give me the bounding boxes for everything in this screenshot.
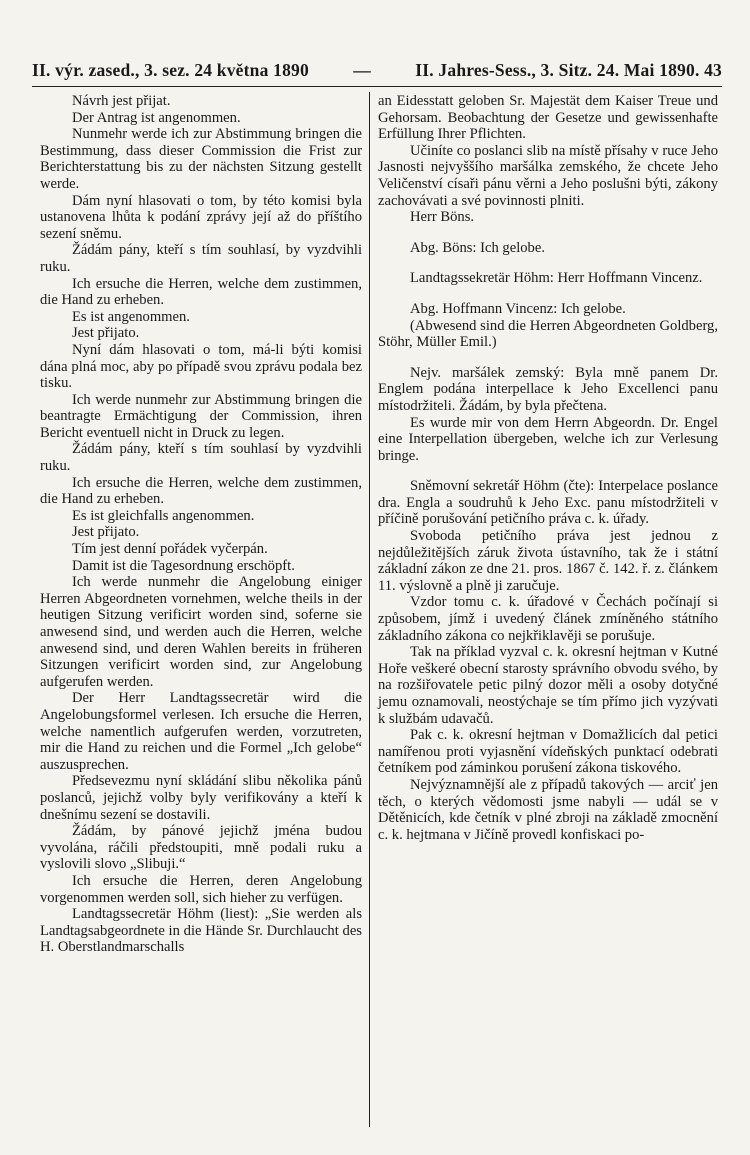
paragraph: an Eidesstatt geloben Sr. Majestät dem Kaiser Treue und Gehorsam. Beobachtung der Gesetze und gewissenhafte Erfüllung Ihrer Pflichten. [378, 93, 718, 143]
column-divider [369, 92, 370, 1127]
paragraph: Der Antrag ist angenommen. [72, 109, 241, 126]
paragraph: Návrh jest přijat. [72, 93, 171, 109]
paragraph: Ich ersuche die Herren, deren Angelobung vorgenommen werden soll, sich hieher zu verfügen. [40, 872, 362, 906]
paragraph: Landtagssecretär Höhm (liest): „Sie werden als Landtagsabgeordnete in die Hände Sr. Durchlaucht des H. Oberstlandmarschalls [40, 906, 362, 956]
paragraph: Vzdor tomu c. k. úřadové v Čechách počínají si způsobem, jímž i uvedený článek zmíněného státního základního zákona co nejkřiklavěji se porušuje. [378, 594, 718, 644]
paragraph: Jest přijato. [72, 524, 140, 541]
paragraph: Jest přijato. [72, 325, 140, 342]
paragraph: Svoboda petičního práva jest jednou z nejdůležitějších záruk života ústavního, tak že i státní základní zákon ze dne 21. pros. 1867 č. 142. ř. z. článkem 11. výslovně a plně ji zaručuje. [378, 528, 718, 594]
left-column [40, 93, 362, 956]
paragraph: Učiníte co poslanci slib na místě přísahy v ruce Jeho Jasnosti nejvyššího maršálka zemského, že chcete Jeho Veličenství císaři pánu věrni a Jeho poslušni býti, zákony zachovávati a své povinnosti plniti. [378, 142, 718, 209]
paragraph: Landtagssekretär Höhm: Herr Hoffmann Vincenz. [410, 270, 703, 287]
paragraph: Dám nyní hlasovati o tom, by této komisi byla ustanovena lhůta k podání zprávy její až do příštího sezení sněmu. [40, 192, 362, 242]
paragraph: Ich werde nunmehr zur Abstimmung bringen die beantragte Ermächtigung der Commission, ihren Bericht eventuell nicht in Druck zu legen. [40, 391, 362, 441]
right-column [378, 93, 718, 843]
paragraph: Es ist gleichfalls angenommen. [72, 507, 255, 524]
paragraph: Ich werde nunmehr die Angelobung einiger Herren Abgeordneten vornehmen, welche theils in der heutigen Sitzung verificirt worden sind, soferne sie anwesend sind, und werden auch die Herren, welche anwesend sind, und deren Wahlen bereits in früheren Sitzungen verificirt worden sind, zur Angelobung aufgerufen werden. [40, 574, 362, 690]
paragraph: Der Herr Landtagssecretär wird die Angelobungsformel verlesen. Ich ersuche die Herren, welche namentlich aufgerufen werden, vorzutreten, mir die Hand zu reichen und die Formel „Ich gelobe“ auszusprechen. [40, 690, 362, 773]
header-right: II. Jahres-Sess., 3. Sitz. 24. Mai 1890. 43 [415, 60, 722, 80]
paragraph: Es wurde mir von dem Herrn Abgeordn. Dr. Engel eine Interpellation übergeben, welche ich zur Verlesung bringe. [378, 414, 718, 464]
paragraph: Předsevezmu nyní skládání slibu několika pánů poslanců, jejichž volby byly verifikovány a kteří k dnešnímu sezení se dostavili. [40, 773, 362, 823]
paragraph: Žádám pány, kteří s tím souhlasí, by vyzdvihli ruku. [40, 242, 362, 275]
paragraph: Sněmovní sekretář Höhm (čte): Interpelace poslance dra. Engla a soudruhů k Jeho Exc. panu místodržiteli v příčině porušování petičního práva c. k. úřady. [378, 478, 718, 528]
paragraph: Herr Böns. [410, 209, 475, 226]
paragraph: Tím jest denní pořádek vyčerpán. [72, 541, 268, 558]
paragraph: Abg. Böns: Ich gelobe. [410, 239, 545, 256]
paragraph: Es ist angenommen. [72, 308, 190, 325]
paragraph: Ich ersuche die Herren, welche dem zustimmen, die Hand zu erheben. [40, 275, 362, 309]
running-header [32, 60, 722, 81]
paragraph: Damit ist die Tagesordnung erschöpft. [72, 557, 295, 574]
paragraph: Pak c. k. okresní hejtman v Domažlicích dal petici namířenou proti vyjasnění vídeňských punktací odebrati četníkem pod záminkou porušení zákona tiskového. [378, 727, 718, 777]
header-separator: — [353, 60, 371, 80]
paragraph: Nejvýznamnější ale z případů takových — arciť jen těch, o kterých vědomosti jsme nabyli — udál se v Dětěnicích, kde četník v plné zbroji na základě zmocnění c. k. hejtmana v Jičíně provedl konfiskaci po- [378, 776, 718, 843]
paragraph: (Abwesend sind die Herren Abgeordneten Goldberg, Stöhr, Müller Emil.) [378, 317, 718, 351]
paragraph: Ich ersuche die Herren, welche dem zustimmen, die Hand zu erheben. [40, 474, 362, 508]
paragraph: Tak na příklad vyzval c. k. okresní hejtman v Kutné Hoře veškeré obecní starosty správního obvodu svého, by na rozšiřovatele petic pilný dozor měli a osoby dotyčné jemu oznamovali, neostýchaje se tím přímo jich vyzývati k službám udavačů. [378, 644, 718, 727]
paragraph: Žádám pány, kteří s tím souhlasí by vyzdvihli ruku. [40, 441, 362, 475]
paragraph: Nunmehr werde ich zur Abstimmung bringen die Bestimmung, dass dieser Commission die Frist zur Berichterstattung bis zu der nächsten Sitzung gestellt werde. [40, 126, 362, 192]
header-left: II. výr. zased., 3. sez. 24 května 1890 [32, 60, 309, 80]
paragraph: Nejv. maršálek zemský: Byla mně panem Dr. Englem podána interpellace k Jeho Excellenci panu místodržiteli. Žádám, by byla přečtena. [378, 364, 718, 414]
paragraph: Abg. Hoffmann Vincenz: Ich gelobe. [410, 300, 626, 317]
paragraph: Žádám, by pánové jejichž jména budou vyvolána, ráčili předstoupiti, mně podali ruku a vyslovili slovo „Slibuji.“ [40, 823, 362, 873]
paragraph: Nyní dám hlasovati o tom, má-li býti komisi dána plná moc, aby po případě svou zprávu podala bez tisku. [40, 341, 362, 392]
header-rule [32, 86, 722, 87]
